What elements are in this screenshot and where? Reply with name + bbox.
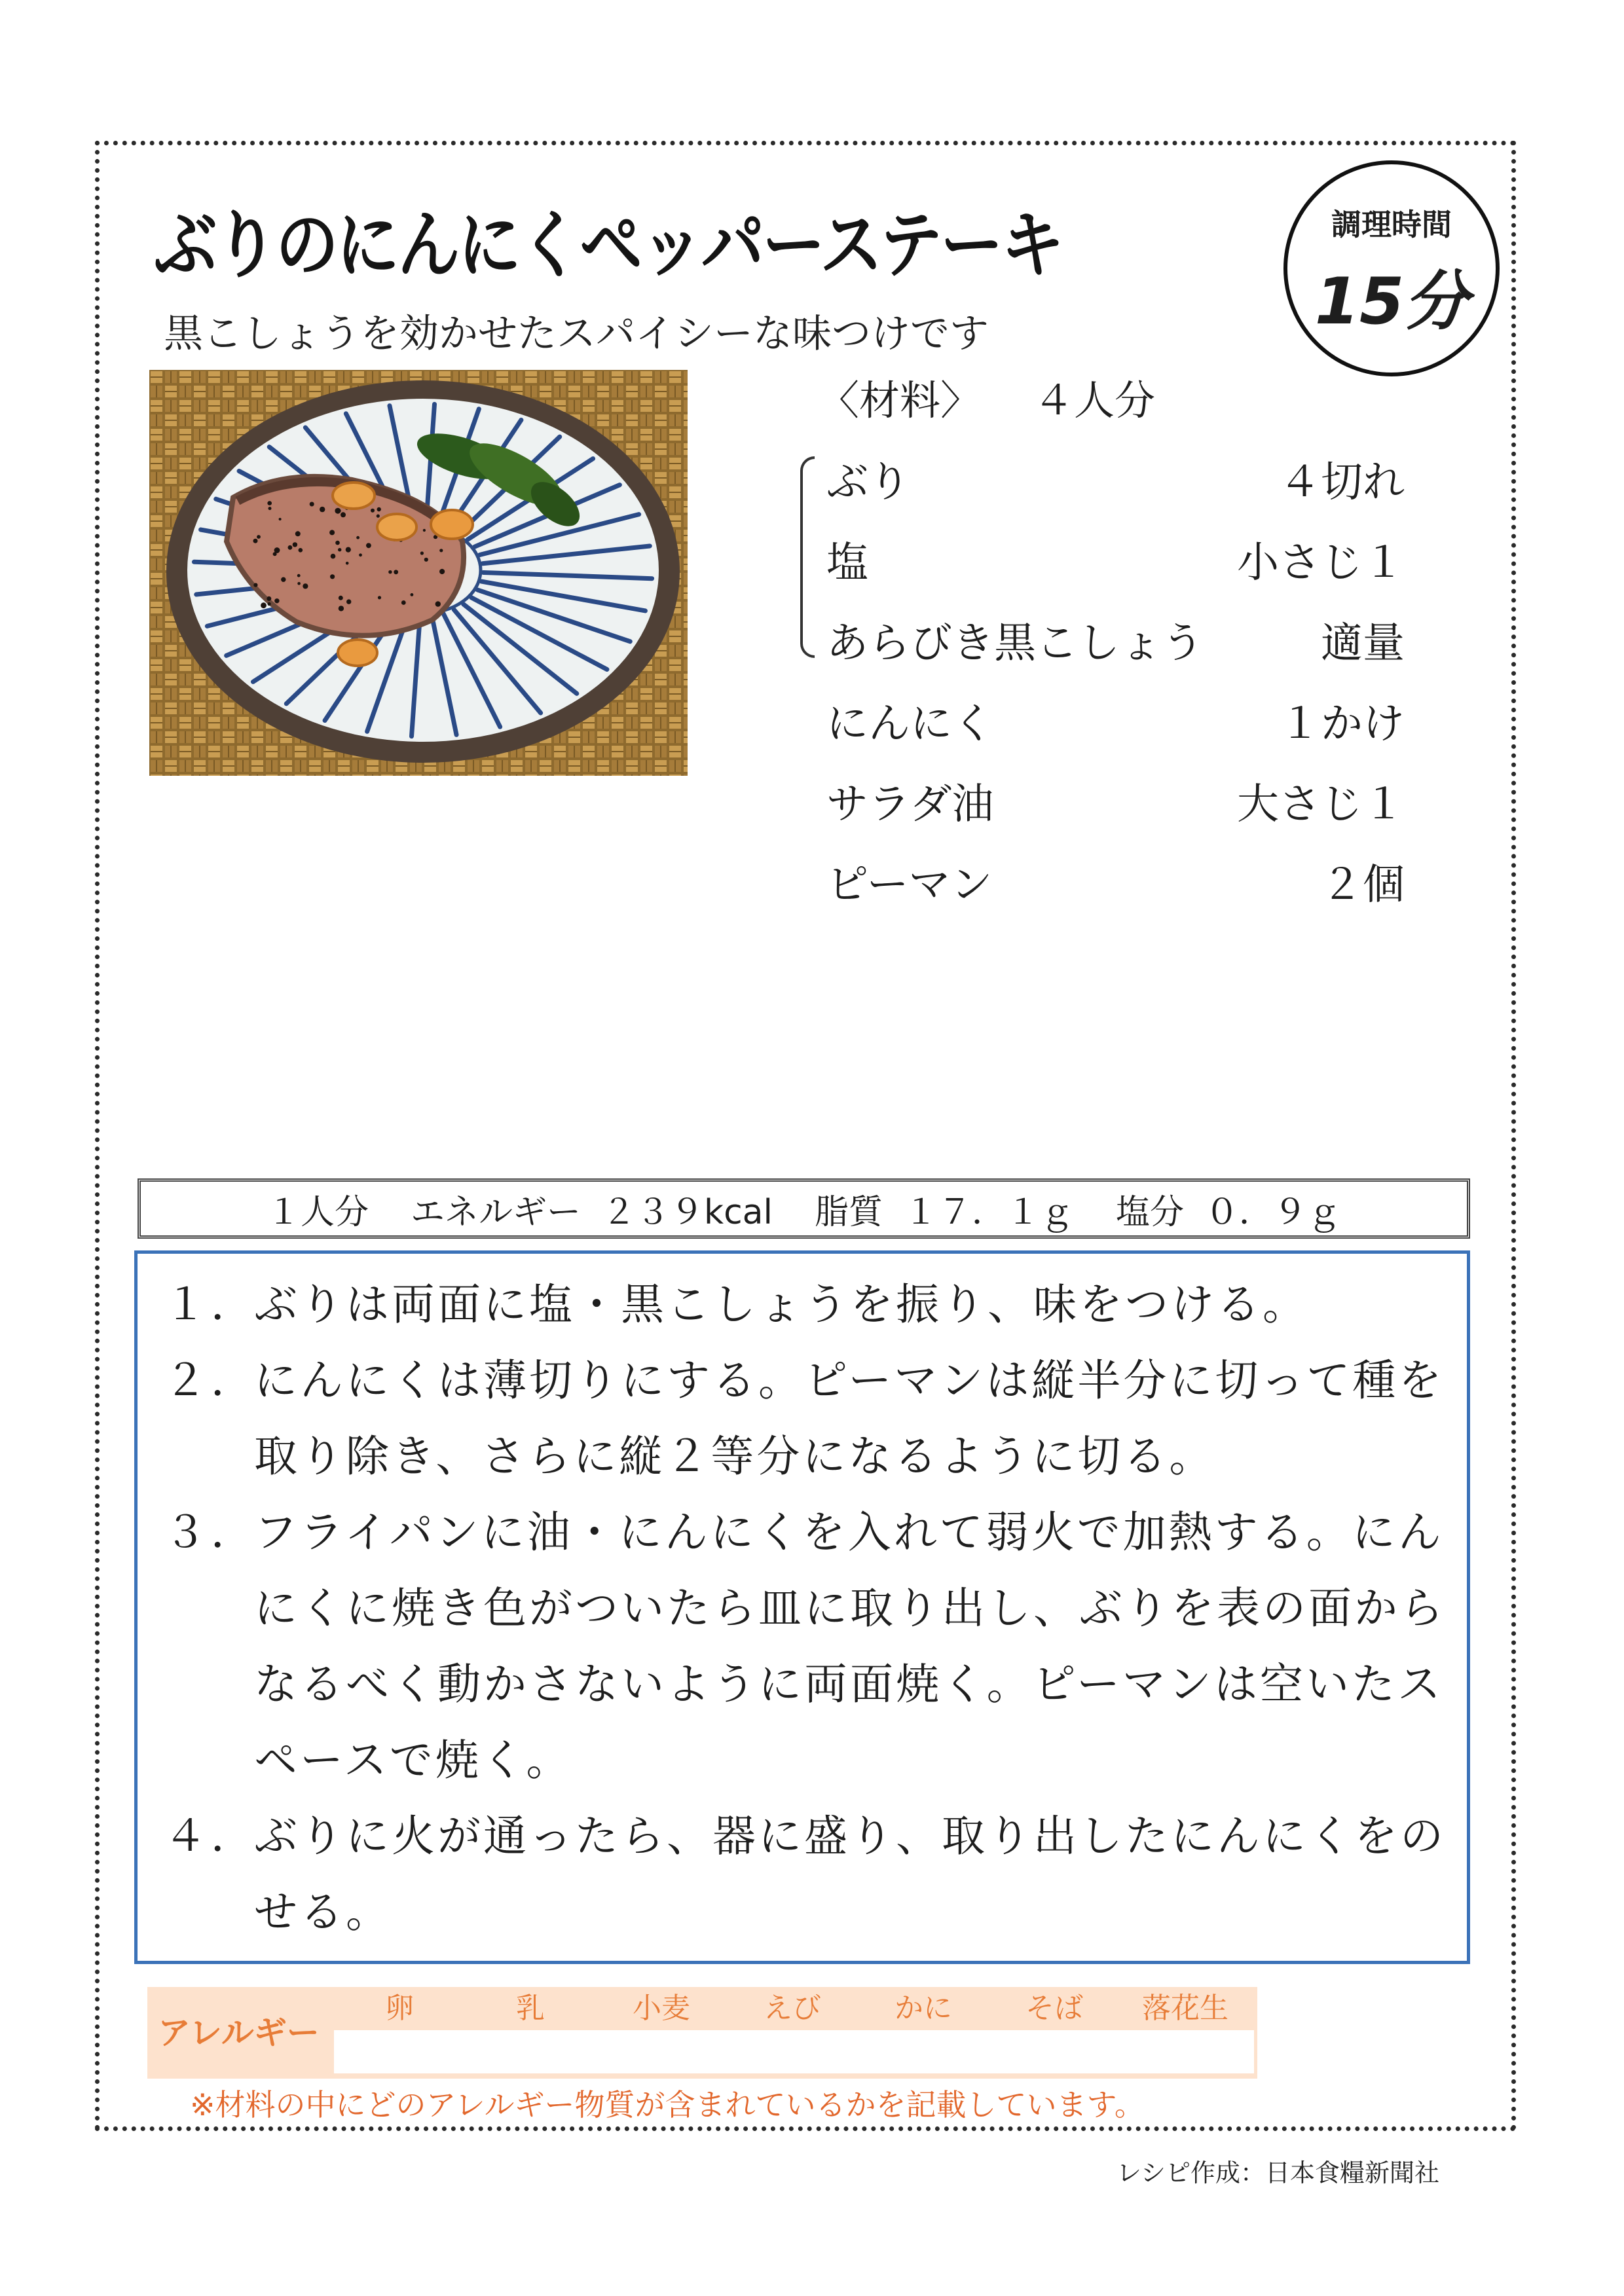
black-pepper-dot xyxy=(329,530,335,535)
ingredient-name: 塩 xyxy=(826,538,868,587)
black-pepper-dot xyxy=(371,509,375,513)
black-pepper-dot xyxy=(411,593,414,596)
black-pepper-dot xyxy=(268,602,271,606)
cook-time-value: 15分 xyxy=(1314,264,1469,339)
black-pepper-dot xyxy=(310,502,314,507)
step-text: フライパンに油・にんにくを入れて弱火で加熱する。にんにくに焼き色がついたら皿に取り出し、ぶりを表の面からなるべく動かさないように両面焼く。ピーマンは空いたスペースで焼く。 xyxy=(254,1507,1446,1785)
step-text: にんにくは薄切りにする。ピーマンは縦半分に切って種を取り除き、さらに縦２等分になるように切る。 xyxy=(254,1355,1445,1482)
black-pepper-dot xyxy=(346,599,351,604)
cook-time-badge xyxy=(1283,160,1500,376)
ingredients-title: 〈材料〉 xyxy=(819,376,982,424)
black-pepper-dot xyxy=(257,535,261,539)
ingredient-name: ぶり xyxy=(826,458,910,507)
black-pepper-dot xyxy=(293,542,297,547)
step-number: ３． xyxy=(164,1507,258,1558)
ingredient-group-bracket xyxy=(800,456,815,658)
ingredient-amount: 小さじ１ xyxy=(1237,538,1405,587)
black-pepper-dot xyxy=(435,601,441,606)
nutrition-fat-value: １７．１ｇ xyxy=(904,1192,1075,1232)
allergy-bar xyxy=(147,1987,1257,2079)
allergen-milk: 乳 xyxy=(516,1992,545,2025)
black-pepper-dot xyxy=(273,552,277,556)
step-number: １． xyxy=(164,1279,258,1330)
black-pepper-dot xyxy=(331,554,336,559)
black-pepper-dot xyxy=(253,583,257,587)
black-pepper-dot xyxy=(297,582,301,585)
black-pepper-dot xyxy=(330,574,335,579)
step-item xyxy=(164,1267,1467,1343)
allergy-note: ※材料の中にどのアレルギー物質が含まれているかを記載しています。 xyxy=(190,2087,1145,2123)
ingredient-list xyxy=(826,438,1405,921)
black-pepper-dot xyxy=(377,507,381,511)
ingredient-name: ピーマン xyxy=(826,860,993,909)
nutrition-fat-label: 脂質 xyxy=(815,1192,883,1232)
step-item xyxy=(164,1343,1467,1495)
ingredients-header xyxy=(819,374,1155,427)
ingredient-amount: 大さじ１ xyxy=(1237,780,1405,829)
black-pepper-dot xyxy=(420,551,424,555)
black-pepper-dot xyxy=(267,596,271,601)
black-pepper-dot xyxy=(339,606,344,611)
step-text: ぶりに火が通ったら、器に盛り、取り出したにんにくをのせる。 xyxy=(254,1811,1446,1937)
cook-time-label: 調理時間 xyxy=(1331,207,1452,242)
step-item xyxy=(164,1798,1467,1950)
allergen-wheat: 小麦 xyxy=(633,1992,690,2025)
nutrition-energy-value: ２３９kcal xyxy=(601,1192,773,1232)
black-pepper-dot xyxy=(388,570,392,574)
ingredient-amount: ４切れ xyxy=(1279,458,1405,507)
ingredient-row xyxy=(826,841,1405,921)
black-pepper-dot xyxy=(401,600,406,605)
ingredient-amount: ２個 xyxy=(1321,860,1405,909)
garlic-slice xyxy=(377,514,416,540)
garlic-slice xyxy=(431,510,473,539)
black-pepper-dot xyxy=(299,548,303,553)
ingredient-row xyxy=(826,519,1405,599)
allergen-buckwheat: そば xyxy=(1025,1992,1083,2025)
ingredient-name: にんにく xyxy=(826,699,994,748)
black-pepper-dot xyxy=(341,512,346,517)
dish-photo xyxy=(149,370,688,776)
step-number: ４． xyxy=(164,1811,258,1861)
black-pepper-dot xyxy=(303,583,308,589)
black-pepper-dot xyxy=(346,547,351,553)
ingredient-row xyxy=(826,599,1405,680)
garlic-slice xyxy=(338,640,377,666)
allergen-peanut: 落花生 xyxy=(1142,1992,1228,2025)
dish-photo-svg xyxy=(149,370,688,776)
nutrition-per-serving: １人分 xyxy=(266,1192,369,1232)
ingredient-row xyxy=(826,680,1405,760)
ingredient-row xyxy=(826,438,1405,519)
black-pepper-dot xyxy=(356,536,360,539)
ingredient-name: サラダ油 xyxy=(826,780,994,829)
nutrition-bar xyxy=(138,1178,1470,1239)
black-pepper-dot xyxy=(295,531,301,536)
steps-box xyxy=(134,1250,1470,1964)
recipe-subtitle: 黒こしょうを効かせたスパイシーな味つけです xyxy=(164,311,989,357)
allergy-marks-row xyxy=(334,2030,1254,2073)
black-pepper-dot xyxy=(338,548,341,551)
black-pepper-dot xyxy=(335,541,340,545)
black-pepper-dot xyxy=(423,529,426,532)
nutrition-salt-label: 塩分 xyxy=(1116,1192,1185,1232)
ingredient-amount: 適量 xyxy=(1321,619,1405,668)
black-pepper-dot xyxy=(253,539,258,543)
allergen-shrimp: えび xyxy=(764,1992,821,2025)
recipe-title: ぶりのにんにくペッパーステーキ xyxy=(154,203,1062,288)
allergen-egg: 卵 xyxy=(385,1992,414,2025)
garlic-slice xyxy=(333,483,375,509)
ingredient-row xyxy=(826,760,1405,841)
black-pepper-dot xyxy=(346,562,349,565)
allergen-crab: かに xyxy=(895,1992,952,2025)
ingredients-servings: ４人分 xyxy=(1033,376,1156,424)
ingredient-name: あらびき黒こしょう xyxy=(826,619,1204,668)
black-pepper-dot xyxy=(394,570,398,574)
black-pepper-dot xyxy=(335,508,341,514)
black-pepper-dot xyxy=(359,553,362,556)
black-pepper-dot xyxy=(281,577,286,582)
black-pepper-dot xyxy=(268,507,272,510)
black-pepper-dot xyxy=(297,574,301,577)
step-text: ぶりは両面に塩・黒こしょうを振り、味をつける。 xyxy=(254,1279,1308,1330)
black-pepper-dot xyxy=(274,598,279,603)
nutrition-energy-label: エネルギー xyxy=(410,1192,581,1232)
black-pepper-dot xyxy=(378,596,381,599)
black-pepper-dot xyxy=(439,569,445,574)
black-pepper-dot xyxy=(261,602,267,608)
allergen-list xyxy=(334,1990,1251,2028)
nutrition-salt-value: ０．９ｇ xyxy=(1205,1192,1342,1232)
black-pepper-dot xyxy=(339,596,343,600)
recipe-credit: レシピ作成：日本食糧新聞社 xyxy=(1116,2159,1440,2187)
step-item xyxy=(164,1495,1467,1798)
black-pepper-dot xyxy=(439,549,443,552)
black-pepper-dot xyxy=(366,543,371,548)
black-pepper-dot xyxy=(424,558,428,562)
black-pepper-dot xyxy=(320,507,325,512)
black-pepper-dot xyxy=(279,518,282,520)
black-pepper-dot xyxy=(267,501,272,505)
allergy-label: アレルギー xyxy=(158,2014,320,2052)
black-pepper-dot xyxy=(377,515,380,518)
ingredient-amount: １かけ xyxy=(1279,699,1405,748)
black-pepper-dot xyxy=(288,545,293,550)
step-number: ２． xyxy=(164,1355,258,1406)
